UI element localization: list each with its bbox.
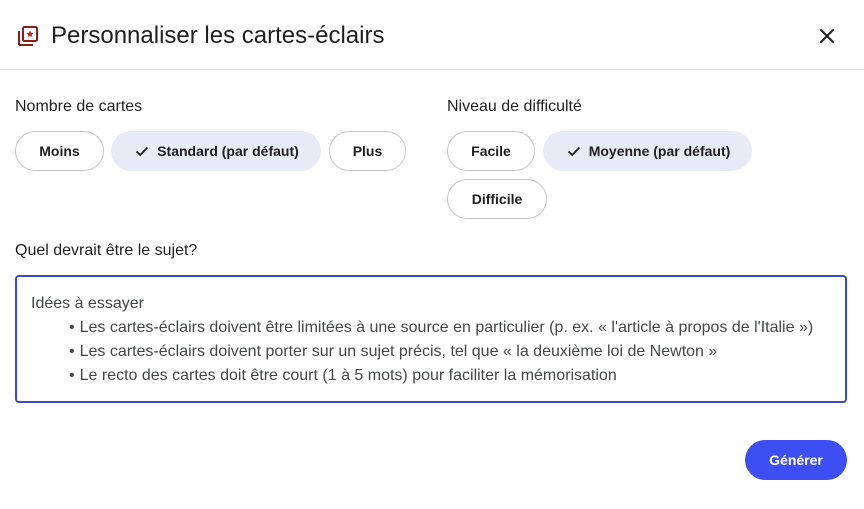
placeholder-heading: Idées à essayer: [31, 295, 144, 312]
difficulty-option-hard[interactable]: [447, 179, 547, 219]
check-icon: [565, 142, 583, 160]
close-icon: [817, 26, 837, 46]
card-count-option-standard[interactable]: [111, 131, 321, 171]
check-icon: [133, 142, 151, 160]
difficulty-option-easy[interactable]: [447, 131, 535, 171]
generate-button[interactable]: [745, 440, 847, 480]
placeholder-tip: • Le recto des cartes doit être court (1 à 5 mots) pour faciliter la mémorisation: [31, 364, 831, 388]
topic-label: Quel devrait être le sujet?: [15, 242, 198, 259]
flashcard-stack-icon: [16, 24, 40, 48]
chip-label: Difficile: [471, 191, 523, 207]
close-button[interactable]: [811, 20, 843, 52]
topic-input[interactable]: [15, 275, 847, 403]
chip-label: Plus: [352, 143, 383, 159]
difficulty-label: Niveau de difficulté: [447, 98, 582, 115]
chip-label: Standard (par défaut): [157, 143, 299, 159]
chip-label: Facile: [471, 143, 511, 159]
chip-label: Moins: [39, 143, 80, 159]
dialog-header: [0, 0, 864, 70]
card-count-option-fewer[interactable]: [15, 131, 104, 171]
card-count-label: Nombre de cartes: [15, 98, 143, 115]
dialog-title: Personnaliser les cartes-éclairs: [51, 22, 385, 49]
card-count-option-more[interactable]: [329, 131, 406, 171]
placeholder-tip: • Les cartes-éclairs doivent porter sur un sujet précis, tel que « la deuxième loi de Newton »: [31, 340, 831, 364]
chip-label: Moyenne (par défaut): [588, 143, 731, 159]
placeholder-tip: • Les cartes-éclairs doivent être limitées à une source en particulier (p. ex. « l'article à propos de l'Italie »): [31, 316, 831, 340]
difficulty-option-medium[interactable]: [543, 131, 752, 171]
generate-button-label: Générer: [769, 452, 823, 468]
